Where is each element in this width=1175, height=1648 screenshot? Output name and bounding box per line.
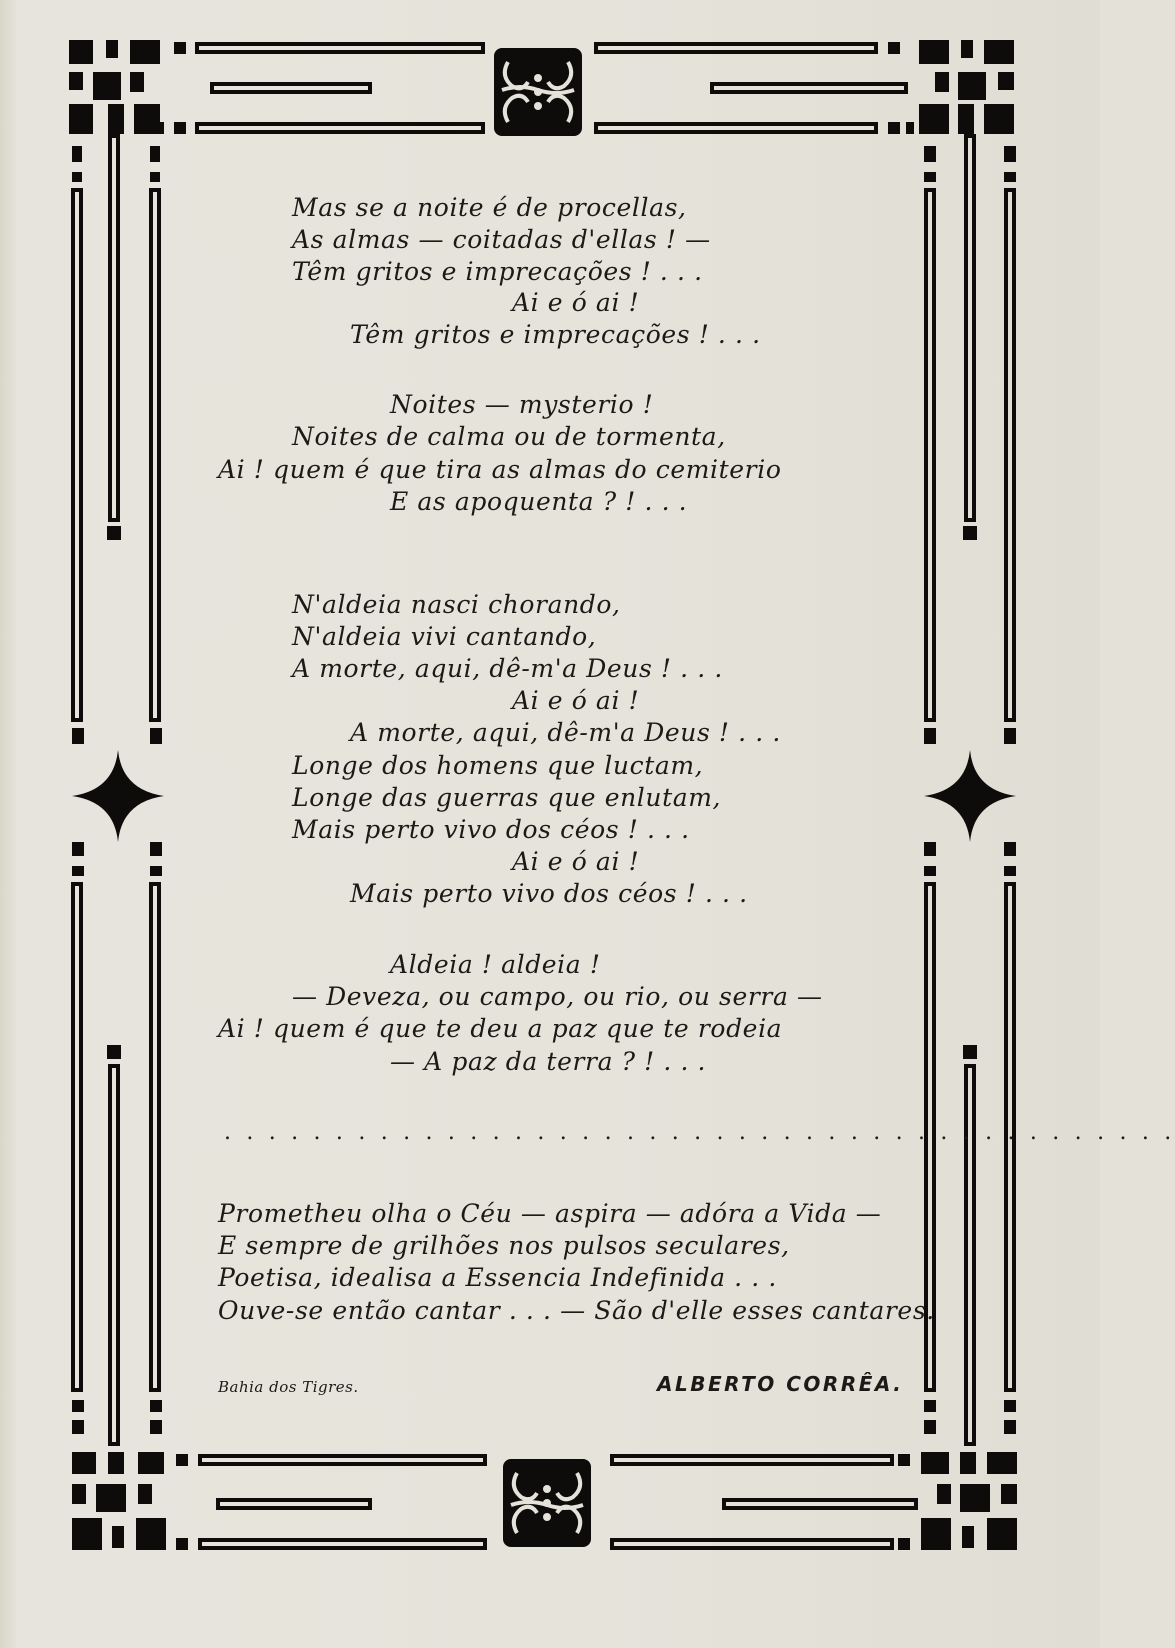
poem-line: Têm gritos e imprecações ! . . . [292,257,703,286]
signature-author: ALBERTO CORRÊA. [657,1372,904,1396]
poem-line: E as apoquenta ? ! . . . [390,487,688,516]
poem-line: — A paz da terra ? ! . . . [390,1047,707,1076]
poem-line: N'aldeia vivi cantando, [292,622,597,651]
poem-line: Prometheu olha o Céu — aspira — adóra a Vida — [218,1199,882,1228]
poem-line: Ai e ó ai ! [512,686,640,715]
dotted-separator: . . . . . . . . . . . . . . . . . . . . . . . . . . . . . . . . . . . . . . . . . . . [224,1120,1175,1145]
poem-line: E sempre de grilhões nos pulsos seculares, [218,1231,790,1260]
poem-line: Têm gritos e imprecações ! . . . [350,320,761,349]
poem-line: Ai e ó ai ! [512,847,640,876]
poem-line: Noites de calma ou de tormenta, [292,422,726,451]
poem-line: Ai ! quem é que te deu a paz que te rodeia [218,1014,783,1043]
poem-line: A morte, aqui, dê-m'a Deus ! . . . [292,654,723,683]
poem-line: A morte, aqui, dê-m'a Deus ! . . . [350,718,781,747]
poem-line: N'aldeia nasci chorando, [292,590,621,619]
poem-line: Aldeia ! aldeia ! [390,950,601,979]
poem-line: Ouve-se então cantar . . . — São d'elle esses cantares. [218,1296,935,1325]
poem-line: Ai ! quem é que tira as almas do cemiterio [218,455,782,484]
poem-line: Noites — mysterio ! [390,390,654,419]
poem-line: Mais perto vivo dos céos ! . . . [350,879,748,908]
poem-line: Poetisa, idealisa a Essencia Indefinida . . . [218,1263,777,1292]
poem-line: — Deveza, ou campo, ou rio, ou serra — [292,982,823,1011]
signature-place: Bahia dos Tigres. [218,1378,359,1396]
poem-line: As almas — coitadas d'ellas ! — [292,225,711,254]
poem-line: Ai e ó ai ! [512,288,640,317]
poem-line: Longe das guerras que enlutam, [292,783,722,812]
poem-line: Mas se a noite é de procellas, [292,193,687,222]
poem-line: Longe dos homens que luctam, [292,751,704,780]
poem-line: Mais perto vivo dos céos ! . . . [292,815,690,844]
